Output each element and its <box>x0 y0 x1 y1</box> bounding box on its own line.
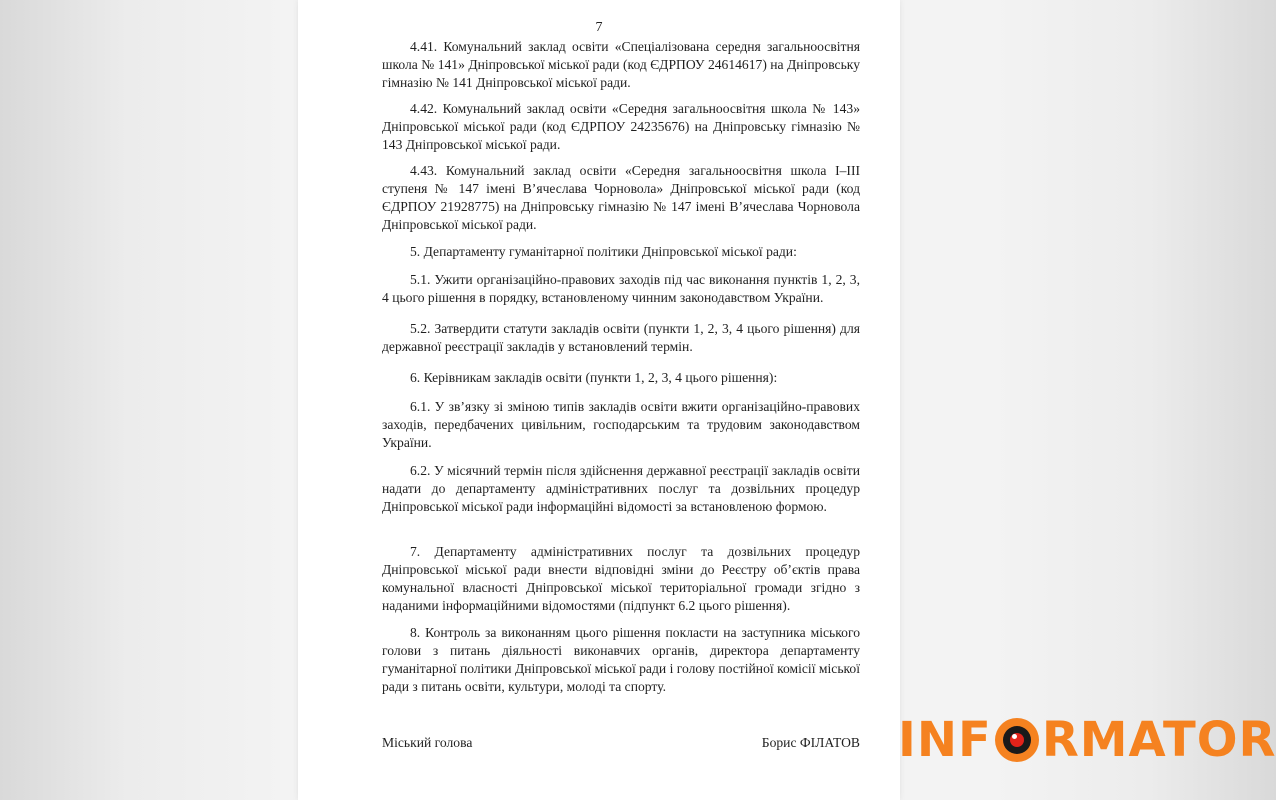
signature-block <box>382 735 860 751</box>
paragraph-8: 8. Контроль за виконанням цього рішення покласти на заступника міського голови з питань діяльності виконавчих органів, директора департаменту гуманітарної політики Дніпровської міської ради і голову постійної комісії міської ради з питань освіти, культури, молоді та спорту. <box>382 625 860 694</box>
paragraph-6-1: 6.1. У зв’язку зі зміною типів закладів освіти вжити організаційно-правових заходів, передбачених цивільним, господарським та трудовим законодавством України. <box>382 399 860 450</box>
logo-text-start: INF <box>898 712 992 768</box>
paragraph-7: 7. Департаменту адміністративних послуг та дозвільних процедур Дніпровської міської ради внести відповідні зміни до Реєстру об’єктів права комунальної власності Дніпровської міської територіальної громади згідно з наданими інформаційними відомостями (підпункт 6.2 цього рішення). <box>382 544 860 613</box>
paragraph-4-42: 4.42. Комунальний заклад освіти «Середня загальноосвітня школа № 143» Дніпровської міської ради (код ЄДРПОУ 24235676) на Дніпровську гімназію № 143 Дніпровської міської ради. <box>382 101 860 152</box>
paragraph-5-1: 5.1. Ужити організаційно-правових заходів під час виконання пунктів 1, 2, 3, 4 цього рішення в порядку, встановленому чинним законодавством України. <box>382 272 860 305</box>
paragraph-4-43: 4.43. Комунальний заклад освіти «Середня загальноосвітня школа І–ІІІ ступеня № 147 імені В’ячеслава Чорновола» Дніпровської міської ради (код ЄДРПОУ 21928775) на Дніпровську гімназію № 147 імені В’ячеслава Чорновола Дніпровської міської ради. <box>382 163 860 232</box>
signature-name: Борис ФІЛАТОВ <box>761 735 860 750</box>
signature-title: Міський голова <box>382 735 473 750</box>
paragraph-4-41: 4.41. Комунальний заклад освіти «Спеціалізована середня загальноосвітня школа № 141» Дніпровської міської ради (код ЄДРПОУ 24614617) на Дніпровську гімназію № 141 Дніпровської міської ради. <box>382 39 860 90</box>
paragraph-5-2: 5.2. Затвердити статути закладів освіти (пункти 1, 2, 3, 4 цього рішення) для державної реєстрації закладів у встановлений термін. <box>382 321 860 354</box>
paragraph-6: 6. Керівникам закладів освіти (пункти 1, 2, 3, 4 цього рішення): <box>410 370 778 385</box>
page-number: 7 <box>595 20 603 35</box>
eye-icon <box>995 718 1039 762</box>
informator-logo <box>898 714 1276 766</box>
paragraph-5: 5. Департаменту гуманітарної політики Дніпровської міської ради: <box>410 244 797 259</box>
logo-text-end: RMATOR <box>1041 712 1276 768</box>
paragraph-6-2: 6.2. У місячний термін після здійснення державної реєстрації закладів освіти надати до департаменту адміністративних послуг та дозвільних процедур Дніпровської міської ради інформаційні відомості за встановленою формою. <box>382 463 860 514</box>
document-page <box>298 0 900 800</box>
eye-glint <box>1012 734 1017 739</box>
